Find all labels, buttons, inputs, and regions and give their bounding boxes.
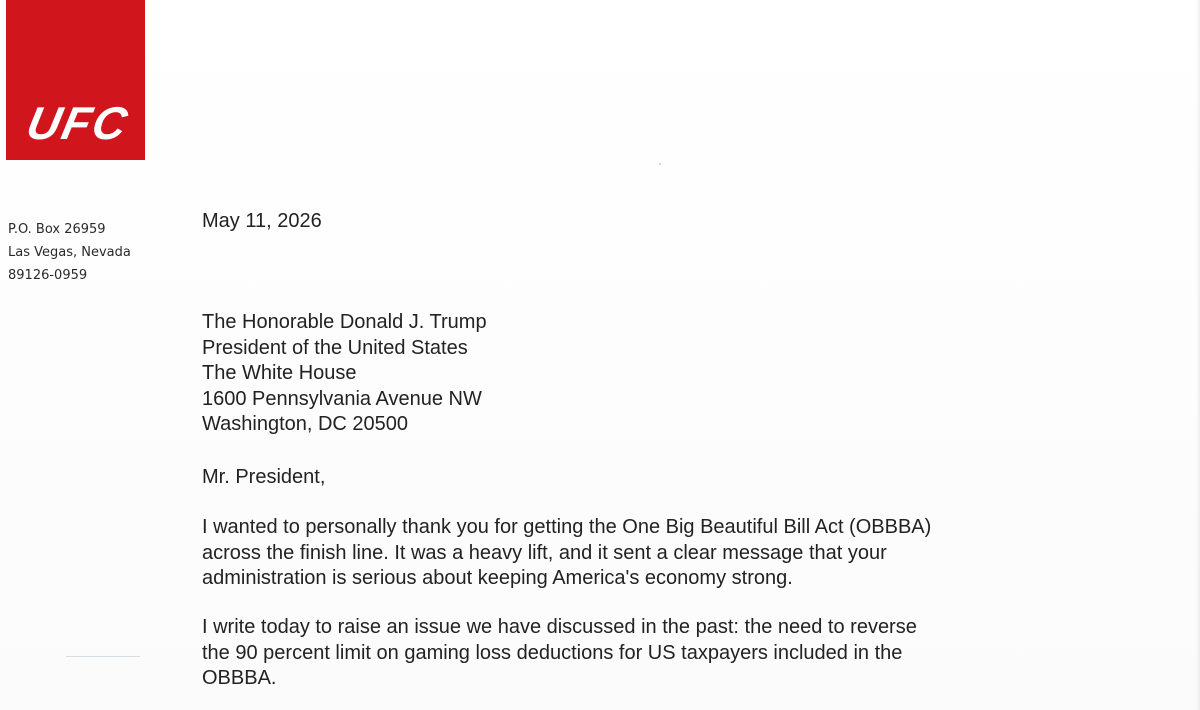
recipient-address: [202, 310, 487, 438]
return-address-line: 89126-0959: [8, 268, 88, 283]
page-edge-shadow: [1196, 0, 1200, 710]
logo-text: UFC: [22, 97, 134, 149]
scan-mark: [66, 656, 140, 657]
return-address-line: P.O. Box 26959: [8, 222, 106, 237]
return-address: [8, 218, 131, 287]
salutation: Mr. President,: [202, 466, 326, 488]
recipient-line: 1600 Pennsylvania Avenue NW: [202, 387, 482, 410]
paragraph-line: the 90 percent limit on gaming loss deductions for US taxpayers included in the: [202, 641, 903, 664]
ufc-logo: [6, 0, 145, 160]
body-paragraph: [202, 615, 917, 692]
paragraph-line: I wanted to personally thank you for getting the One Big Beautiful Bill Act (OBBBA): [202, 516, 932, 538]
letter-date: May 11, 2026: [202, 210, 322, 232]
return-address-line: Las Vegas, Nevada: [8, 245, 131, 260]
paragraph-line: administration is serious about keeping America's economy strong.: [202, 567, 793, 589]
recipient-line: The Honorable Donald J. Trump: [202, 311, 487, 333]
scan-dot: [659, 163, 661, 165]
recipient-line: Washington, DC 20500: [202, 413, 409, 435]
body-paragraph: [202, 515, 931, 592]
recipient-line: The White House: [202, 362, 357, 384]
paragraph-line: across the finish line. It was a heavy lift, and it sent a clear message that your: [202, 541, 887, 564]
recipient-line: President of the United States: [202, 336, 468, 359]
paragraph-line: OBBBA.: [202, 667, 277, 689]
paragraph-line: I write today to raise an issue we have discussed in the past: the need to reverse: [202, 616, 917, 638]
